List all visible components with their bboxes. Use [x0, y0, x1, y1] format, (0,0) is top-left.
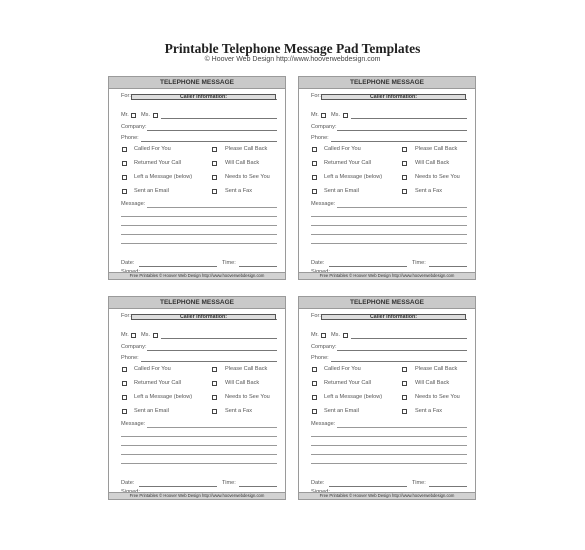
- sent-a-fax-label: Sent a Fax: [415, 188, 443, 194]
- sent-an-email-checkbox[interactable]: [312, 189, 317, 194]
- will-call-back-checkbox[interactable]: [212, 161, 217, 166]
- sent-a-fax-checkbox[interactable]: [212, 189, 217, 194]
- left-a-message-label: Left a Message (below): [134, 394, 193, 400]
- message-line[interactable]: [121, 463, 277, 464]
- returned-your-call-label: Returned Your Call: [134, 160, 181, 166]
- returned-your-call-checkbox[interactable]: [122, 161, 127, 166]
- sent-an-email-label: Sent an Email: [324, 408, 359, 414]
- message-line[interactable]: [311, 216, 467, 217]
- caller-information-bar: Caller Information:: [131, 314, 276, 320]
- ms-checkbox[interactable]: [153, 333, 158, 338]
- message-line[interactable]: [311, 234, 467, 235]
- phone-line[interactable]: [141, 141, 277, 142]
- date-line[interactable]: [329, 266, 407, 267]
- please-call-back-label: Please Call Back: [415, 366, 458, 372]
- name-line[interactable]: [161, 338, 277, 339]
- phone-label: Phone:: [121, 355, 139, 361]
- for-label: For:: [311, 93, 321, 99]
- will-call-back-label: Will Call Back: [225, 160, 260, 166]
- called-for-you-checkbox[interactable]: [312, 367, 317, 372]
- phone-line[interactable]: [331, 361, 467, 362]
- message-line[interactable]: [121, 445, 277, 446]
- please-call-back-label: Please Call Back: [225, 366, 268, 372]
- ms-checkbox[interactable]: [343, 333, 348, 338]
- needs-to-see-you-label: Needs to See You: [415, 394, 460, 400]
- page-title: Printable Telephone Message Pad Templates: [164, 41, 421, 56]
- date-line[interactable]: [139, 486, 217, 487]
- will-call-back-label: Will Call Back: [415, 160, 450, 166]
- called-for-you-label: Called For You: [134, 146, 171, 152]
- returned-your-call-label: Returned Your Call: [134, 380, 181, 386]
- needs-to-see-you-checkbox[interactable]: [402, 395, 407, 400]
- date-label: Date:: [311, 480, 325, 486]
- phone-line[interactable]: [141, 361, 277, 362]
- message-line[interactable]: [311, 243, 467, 244]
- for-label: For:: [311, 313, 321, 319]
- sent-a-fax-checkbox[interactable]: [402, 189, 407, 194]
- message-label: Message:: [311, 421, 336, 427]
- message-line[interactable]: [121, 454, 277, 455]
- card-heading: TELEPHONE MESSAGE: [109, 77, 285, 89]
- company-label: Company:: [311, 344, 337, 350]
- left-a-message-checkbox[interactable]: [312, 175, 317, 180]
- caller-information-bar: Caller Information:: [321, 314, 466, 320]
- sent-an-email-label: Sent an Email: [324, 188, 359, 194]
- card-footer: Free Printables © Hoover Web Design http://www.hooverwebdesign.com: [299, 492, 475, 499]
- please-call-back-label: Please Call Back: [225, 146, 268, 152]
- sent-a-fax-checkbox[interactable]: [212, 409, 217, 414]
- card-heading: TELEPHONE MESSAGE: [109, 297, 285, 309]
- please-call-back-label: Please Call Back: [415, 146, 458, 152]
- name-line[interactable]: [351, 118, 467, 119]
- page-subtitle: © Hoover Web Design http://www.hooverwebdesign.com: [204, 56, 381, 63]
- will-call-back-label: Will Call Back: [225, 380, 260, 386]
- sent-an-email-label: Sent an Email: [134, 188, 169, 194]
- returned-your-call-label: Returned Your Call: [324, 160, 371, 166]
- will-call-back-checkbox[interactable]: [402, 381, 407, 386]
- left-a-message-checkbox[interactable]: [122, 175, 127, 180]
- sent-an-email-checkbox[interactable]: [122, 189, 127, 194]
- time-line[interactable]: [239, 266, 277, 267]
- sent-an-email-checkbox[interactable]: [312, 409, 317, 414]
- phone-label: Phone:: [121, 135, 139, 141]
- telephone-message-card: [298, 296, 476, 500]
- mr-label: Mr.: [121, 332, 129, 338]
- name-line[interactable]: [161, 118, 277, 119]
- ms-label: Ms.: [141, 332, 151, 338]
- company-line[interactable]: [337, 350, 467, 351]
- message-label: Message:: [121, 421, 146, 427]
- time-label: Time:: [412, 260, 426, 266]
- please-call-back-checkbox[interactable]: [402, 367, 407, 372]
- mr-label: Mr.: [311, 112, 319, 118]
- please-call-back-checkbox[interactable]: [212, 367, 217, 372]
- message-label: Message:: [311, 201, 336, 207]
- left-a-message-checkbox[interactable]: [312, 395, 317, 400]
- needs-to-see-you-label: Needs to See You: [225, 174, 270, 180]
- message-line[interactable]: [147, 427, 277, 428]
- will-call-back-checkbox[interactable]: [402, 161, 407, 166]
- returned-your-call-checkbox[interactable]: [122, 381, 127, 386]
- message-label: Message:: [121, 201, 146, 207]
- left-a-message-label: Left a Message (below): [324, 174, 383, 180]
- please-call-back-checkbox[interactable]: [212, 147, 217, 152]
- left-a-message-label: Left a Message (below): [324, 394, 383, 400]
- message-line[interactable]: [311, 463, 467, 464]
- ms-label: Ms.: [331, 332, 341, 338]
- sent-an-email-checkbox[interactable]: [122, 409, 127, 414]
- needs-to-see-you-checkbox[interactable]: [402, 175, 407, 180]
- message-line[interactable]: [121, 243, 277, 244]
- phone-line[interactable]: [331, 141, 467, 142]
- needs-to-see-you-checkbox[interactable]: [212, 175, 217, 180]
- time-line[interactable]: [429, 486, 467, 487]
- time-label: Time:: [222, 480, 236, 486]
- left-a-message-label: Left a Message (below): [134, 174, 193, 180]
- mr-checkbox[interactable]: [131, 333, 136, 338]
- time-line[interactable]: [239, 486, 277, 487]
- sent-a-fax-label: Sent a Fax: [415, 408, 443, 414]
- ms-checkbox[interactable]: [153, 113, 158, 118]
- ms-checkbox[interactable]: [343, 113, 348, 118]
- called-for-you-label: Called For You: [324, 366, 361, 372]
- returned-your-call-label: Returned Your Call: [324, 380, 371, 386]
- message-line[interactable]: [121, 436, 277, 437]
- message-line[interactable]: [311, 225, 467, 226]
- message-line[interactable]: [337, 427, 467, 428]
- card-footer: Free Printables © Hoover Web Design http://www.hooverwebdesign.com: [299, 272, 475, 279]
- message-line[interactable]: [311, 454, 467, 455]
- returned-your-call-checkbox[interactable]: [312, 161, 317, 166]
- card-heading: TELEPHONE MESSAGE: [299, 77, 475, 89]
- name-line[interactable]: [351, 338, 467, 339]
- message-line[interactable]: [311, 436, 467, 437]
- caller-information-bar: Caller Information:: [131, 94, 276, 100]
- message-line[interactable]: [121, 225, 277, 226]
- please-call-back-checkbox[interactable]: [402, 147, 407, 152]
- mr-checkbox[interactable]: [321, 333, 326, 338]
- message-line[interactable]: [121, 234, 277, 235]
- for-label: For:: [121, 313, 131, 319]
- caller-information-bar: Caller Information:: [321, 94, 466, 100]
- date-label: Date:: [121, 260, 135, 266]
- time-line[interactable]: [429, 266, 467, 267]
- telephone-message-card: [108, 296, 286, 500]
- telephone-message-card: [108, 76, 286, 280]
- mr-checkbox[interactable]: [321, 113, 326, 118]
- card-heading: TELEPHONE MESSAGE: [299, 297, 475, 309]
- mr-label: Mr.: [121, 112, 129, 118]
- sent-a-fax-label: Sent a Fax: [225, 188, 253, 194]
- called-for-you-checkbox[interactable]: [122, 147, 127, 152]
- sent-an-email-label: Sent an Email: [134, 408, 169, 414]
- needs-to-see-you-checkbox[interactable]: [212, 395, 217, 400]
- time-label: Time:: [412, 480, 426, 486]
- telephone-message-card: [298, 76, 476, 280]
- message-line[interactable]: [337, 207, 467, 208]
- mr-label: Mr.: [311, 332, 319, 338]
- message-line[interactable]: [311, 445, 467, 446]
- sent-a-fax-label: Sent a Fax: [225, 408, 253, 414]
- company-line[interactable]: [147, 350, 277, 351]
- called-for-you-label: Called For You: [324, 146, 361, 152]
- card-footer: Free Printables © Hoover Web Design http://www.hooverwebdesign.com: [109, 272, 285, 279]
- company-line[interactable]: [337, 130, 467, 131]
- left-a-message-checkbox[interactable]: [122, 395, 127, 400]
- phone-label: Phone:: [311, 135, 329, 141]
- will-call-back-checkbox[interactable]: [212, 381, 217, 386]
- called-for-you-checkbox[interactable]: [122, 367, 127, 372]
- sent-a-fax-checkbox[interactable]: [402, 409, 407, 414]
- called-for-you-checkbox[interactable]: [312, 147, 317, 152]
- company-label: Company:: [311, 124, 337, 130]
- called-for-you-label: Called For You: [134, 366, 171, 372]
- needs-to-see-you-label: Needs to See You: [225, 394, 270, 400]
- company-line[interactable]: [147, 130, 277, 131]
- message-line[interactable]: [121, 216, 277, 217]
- ms-label: Ms.: [141, 112, 151, 118]
- date-line[interactable]: [139, 266, 217, 267]
- mr-checkbox[interactable]: [131, 113, 136, 118]
- date-label: Date:: [121, 480, 135, 486]
- returned-your-call-checkbox[interactable]: [312, 381, 317, 386]
- time-label: Time:: [222, 260, 236, 266]
- company-label: Company:: [121, 124, 147, 130]
- ms-label: Ms.: [331, 112, 341, 118]
- will-call-back-label: Will Call Back: [415, 380, 450, 386]
- phone-label: Phone:: [311, 355, 329, 361]
- date-label: Date:: [311, 260, 325, 266]
- message-line[interactable]: [147, 207, 277, 208]
- needs-to-see-you-label: Needs to See You: [415, 174, 460, 180]
- for-label: For:: [121, 93, 131, 99]
- company-label: Company:: [121, 344, 147, 350]
- date-line[interactable]: [329, 486, 407, 487]
- card-footer: Free Printables © Hoover Web Design http://www.hooverwebdesign.com: [109, 492, 285, 499]
